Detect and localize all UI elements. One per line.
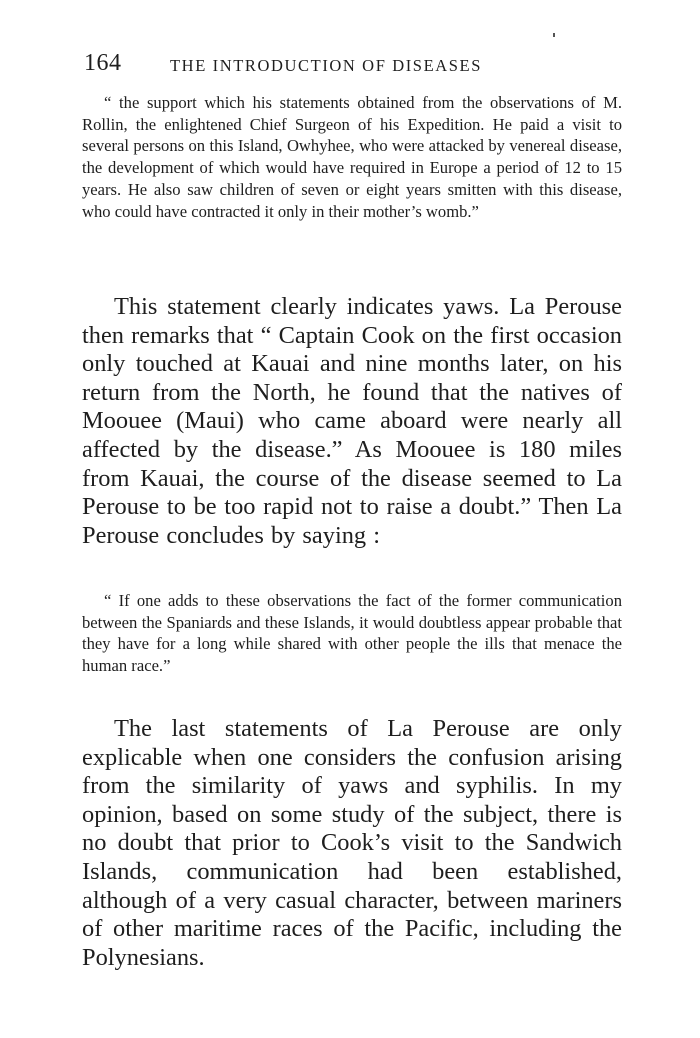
page-header (84, 50, 624, 84)
print-speck (553, 33, 555, 37)
running-title: THE INTRODUCTION OF DISEASES (170, 56, 483, 75)
body-paragraph-1: This statement clearly indicates yaws. La Perouse then remarks that “ Captain Cook on the first occasion only touched at Kauai and nine months later, on his return from the North, he found that the natives of Moouee (Maui) who came aboard were nearly all affected by the disease.” As Moouee is 180 miles from Kauai, the course of the disease seemed to La Perouse to be too rapid not to raise a doubt.” Then La Perouse concludes by saying : (82, 293, 622, 549)
block-quote-2: “ If one adds to these observations the fact of the former communication between the Spaniards and these Islands, it would doubtless appear probable that they have for a long while shared with other people the ills that menace the human race.” (82, 591, 622, 675)
body-paragraph-2: The last statements of La Perouse are only explicable when one considers the confusion arising from the similarity of yaws and syphilis. In my opinion, based on some study of the subject, there is no doubt that prior to Cook’s visit to the Sandwich Islands, communication had been established, although of a very casual character, between mariners of other maritime races of the Pacific, including the Polynesians. (82, 715, 622, 971)
block-quote-1: “ the support which his statements obtained from the observations of M. Rollin, the enlightened Chief Surgeon of his Expedition. He paid a visit to several persons on this Island, Owhyhee, who were attacked by venereal disease, the development of which would have required in Europe a period of 12 to 15 years. He also saw children of seven or eight years smitten with this disease, who could have contracted it only in their mother’s womb.” (82, 93, 622, 221)
page-number: 164 (84, 50, 122, 76)
